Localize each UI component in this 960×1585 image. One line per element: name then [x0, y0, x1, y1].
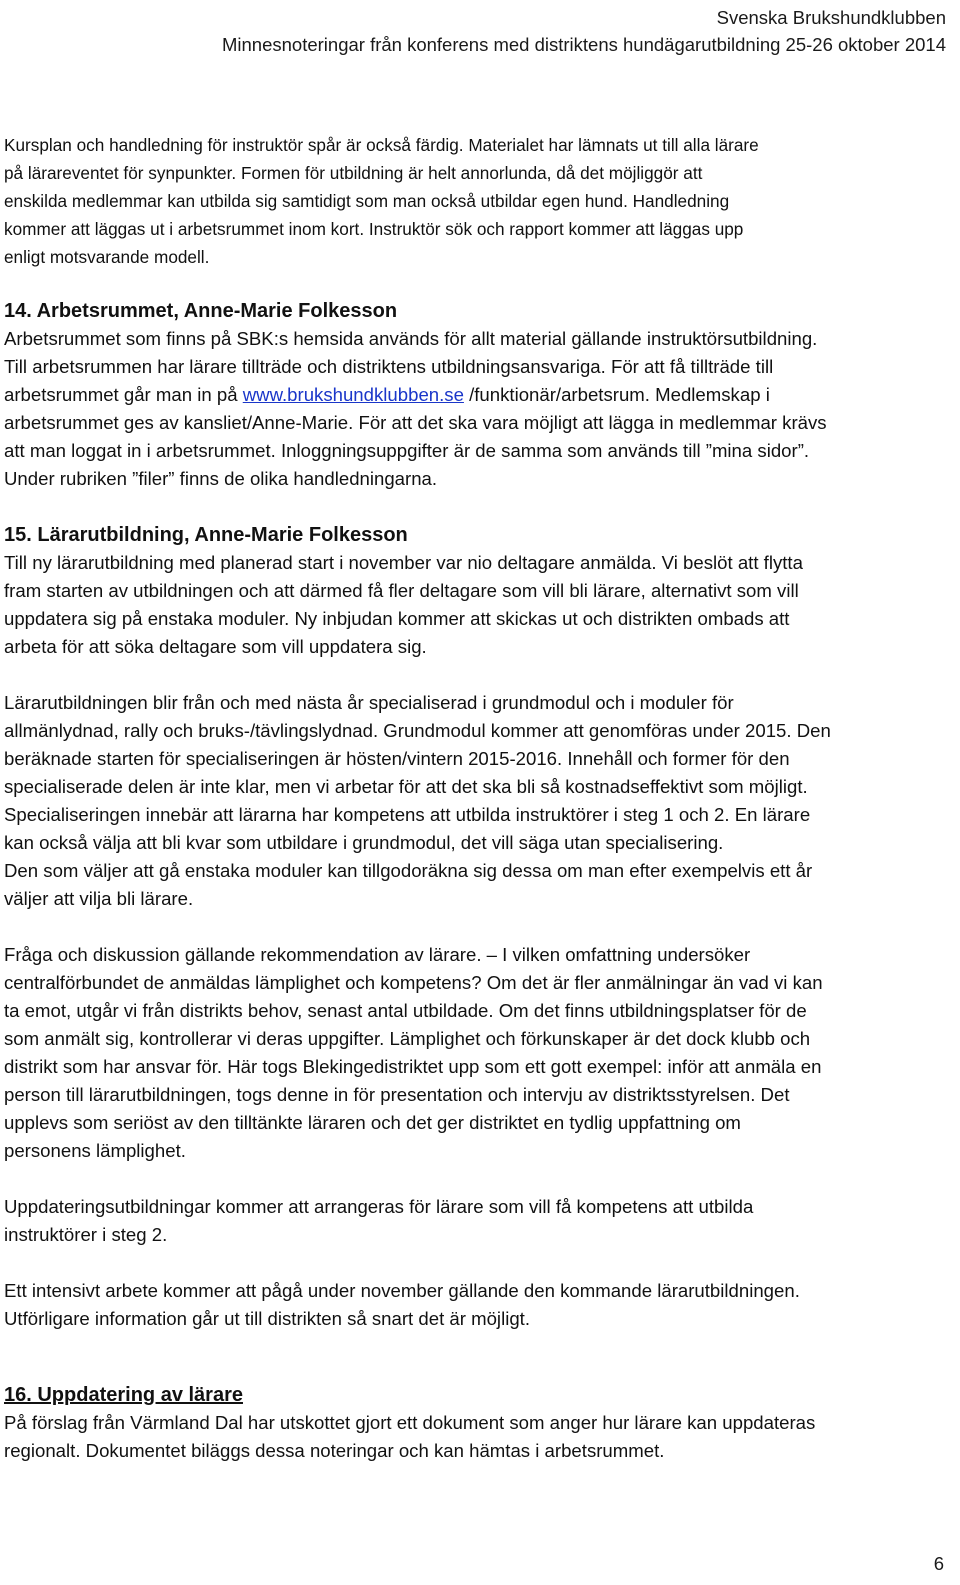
text-line: arbeta för att söka deltagare som vill uppdatera sig. [4, 636, 427, 657]
paragraph [4, 941, 952, 1165]
page-header [222, 4, 946, 58]
section-heading: 15. Lärarutbildning, Anne-Marie Folkesson [4, 524, 408, 546]
text-segment: arbetsrummet går man in på [4, 384, 243, 405]
text-line: personens lämplighet. [4, 1140, 186, 1161]
text-segment: /funktionär/arbetsrum. Medlemskap i [463, 384, 770, 405]
text-line: beräknade starten för specialiseringen är hösten/vintern 2015-2016. Innehåll och former för den [4, 748, 790, 769]
text-line: centralförbundet de anmäldas lämplighet och kompetens? Om det är fler anmälningar än vad vi kan [4, 972, 823, 993]
text-line: regionalt. Dokumentet biläggs dessa noteringar och kan hämtas i arbetsrummet. [4, 1440, 665, 1461]
text-line: Till ny lärarutbildning med planerad start i november var nio deltagare anmälda. Vi beslöt att flytta [4, 552, 803, 573]
text-line: upplevs som seriöst av den tilltänkte läraren och det ger distriktet en tydlig uppfattning om [4, 1112, 741, 1133]
text-line: kan också välja att bli kvar som utbildare i grundmodul, det vill säga utan specialisering. [4, 832, 724, 853]
header-org: Svenska Brukshundklubben [716, 7, 946, 28]
text-line: Ett intensivt arbete kommer att pågå under november gällande den kommande lärarutbildningen. [4, 1280, 800, 1301]
text-line: arbetsrummet ges av kansliet/Anne-Marie. För att det ska vara möjligt att lägga in medlemmar krävs [4, 412, 827, 433]
text-line: Den som väljer att gå enstaka moduler kan tillgodoräkna sig dessa om man efter exempelvis ett år [4, 860, 813, 881]
section-15 [4, 521, 952, 1333]
text-line: ta emot, utgår vi från distrikts behov, senast antal utbildade. Om det finns utbildningsplatser för de [4, 1000, 807, 1021]
section-heading: 14. Arbetsrummet, Anne-Marie Folkesson [4, 300, 398, 322]
text-line [4, 381, 952, 409]
paragraph [4, 1277, 952, 1333]
text-line: Uppdateringsutbildningar kommer att arrangeras för lärare som vill få kompetens att utbilda [4, 1196, 754, 1217]
text-line: person till lärarutbildningen, togs denne in för presentation och intervju av distriktsstyrelsen. Det [4, 1084, 790, 1105]
text-line: instruktörer i steg 2. [4, 1224, 168, 1245]
text-line: Fråga och diskussion gällande rekommendation av lärare. – I vilken omfattning undersöker [4, 944, 751, 965]
text-line: Lärarutbildningen blir från och med nästa år specialiserad i grundmodul och i moduler för [4, 692, 734, 713]
text-line: enskilda medlemmar kan utbilda sig samtidigt som man också utbildar egen hund. Handledning [4, 191, 730, 211]
page-number: 6 [933, 1553, 944, 1574]
intro-paragraph [4, 131, 952, 271]
text-line: på lärareventet för synpunkter. Formen för utbildning är helt annorlunda, då det möjliggör att [4, 163, 703, 183]
text-line: Under rubriken ”filer” finns de olika handledningarna. [4, 468, 438, 489]
text-line: väljer att vilja bli lärare. [4, 888, 194, 909]
text-line: specialiserade delen är inte klar, men vi arbetar för att det ska bli så kostnadseffektivt som möjligt. [4, 776, 808, 797]
text-line: att man loggat in i arbetsrummet. Inloggningsuppgifter är de samma som används till ”mina sidor”. [4, 440, 810, 461]
text-line: allmänlydnad, rally och bruks-/tävlingslydnad. Grundmodul kommer att genomföras under 2015. Den [4, 720, 831, 741]
text-line: fram starten av utbildningen och att därmed få fler deltagare som vill bli lärare, alternativt som vill [4, 580, 799, 601]
text-line: Utförligare information går ut till distrikten så snart det är möjligt. [4, 1308, 530, 1329]
brukshundklubben-link[interactable]: www.brukshundklubben.se [242, 384, 464, 405]
text-line: distrikt som har ansvar för. Här togs Blekingedistriktet upp som ett gott exempel: inför att anmäla en [4, 1056, 822, 1077]
text-line: Specialiseringen innebär att lärarna har kompetens att utbilda instruktörer i steg 1 och 2. En lärare [4, 804, 811, 825]
paragraph [4, 689, 952, 913]
text-line: Arbetsrummet som finns på SBK:s hemsida används för allt material gällande instruktörsutbildning. [4, 328, 818, 349]
text-line: uppdatera sig på enstaka moduler. Ny inbjudan kommer att skickas ut och distrikten ombads att [4, 608, 790, 629]
text-line: kommer att läggas ut i arbetsrummet inom kort. Instruktör sök och rapport kommer att läggas upp [4, 219, 744, 239]
document-body [4, 131, 952, 1465]
text-line: På förslag från Värmland Dal har utskottet gjort ett dokument som anger hur lärare kan uppdateras [4, 1412, 816, 1433]
text-line: Till arbetsrummen har lärare tillträde och distriktens utbildningsansvariga. För att få tillträde till [4, 356, 774, 377]
text-line: Kursplan och handledning för instruktör spår är också färdig. Materialet har lämnats ut till alla lärare [4, 135, 759, 155]
header-subtitle: Minnesnoteringar från konferens med distriktens hundägarutbildning 25-26 oktober 2014 [221, 34, 946, 55]
section-16 [4, 1381, 952, 1465]
paragraph [4, 1193, 952, 1249]
section-14 [4, 297, 952, 493]
section-heading: 16. Uppdatering av lärare [4, 1384, 243, 1406]
text-line: enligt motsvarande modell. [4, 247, 210, 267]
paragraph [4, 549, 952, 661]
text-line: som anmält sig, kontrollerar vi deras uppgifter. Lämplighet och förkunskaper är det dock klubb och [4, 1028, 811, 1049]
